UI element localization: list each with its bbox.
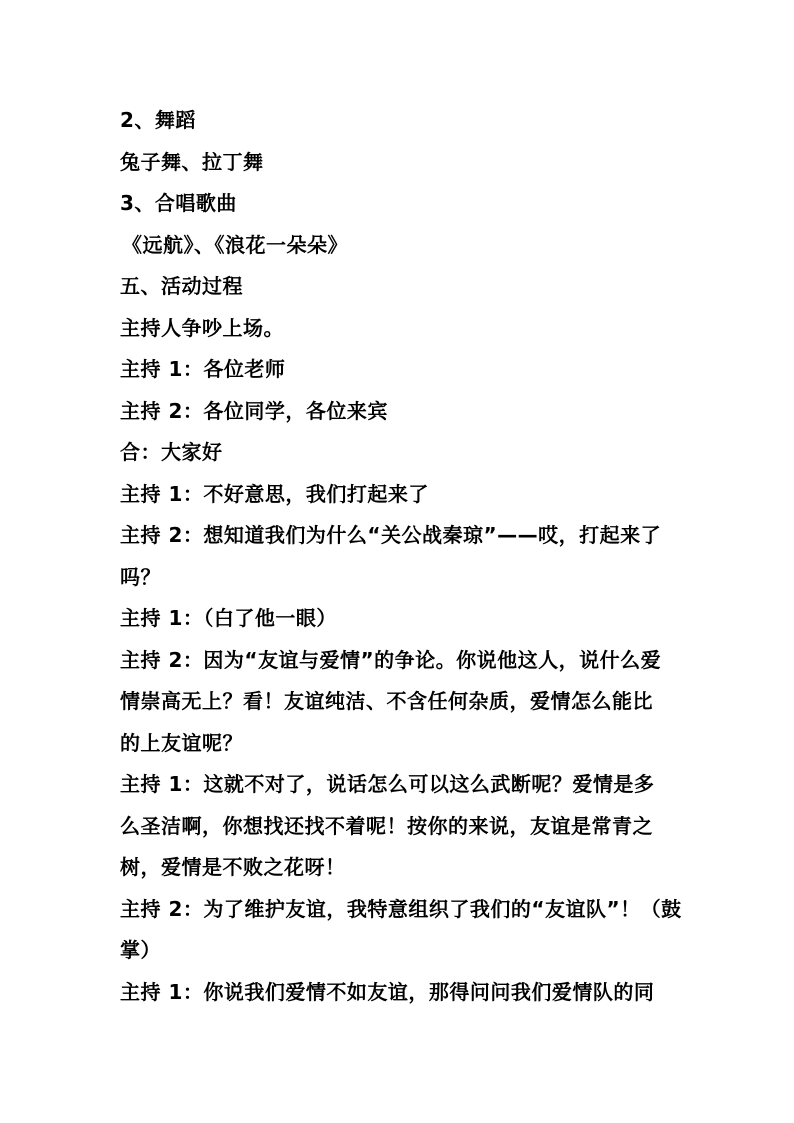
text-line: 吗？ <box>120 564 161 589</box>
text-line: 主持 2：各位同学，各位来宾 <box>120 398 388 423</box>
text-line: 的上友谊呢？ <box>120 730 243 755</box>
text-line: 主持 2：为了维护友谊，我特意组织了我们的“友谊队”！（鼓 <box>120 896 682 921</box>
text-line: 主持 2：想知道我们为什么“关公战秦琼”——哎，打起来了 <box>120 523 662 547</box>
text-line: 主持 1：各位老师 <box>120 357 286 381</box>
text-line: 主持 1：你说我们爱情不如友谊，那得问问我们爱情队的同 <box>120 979 655 1004</box>
text-line: 情崇高无上？看！友谊纯洁、不含任何杂质，爱情怎么能比 <box>120 689 653 713</box>
text-line: 掌） <box>120 938 161 962</box>
dance-list: 兔子舞、拉丁舞 <box>120 149 264 174</box>
text-line: 主持 1：这就不对了，说话怎么可以这么武断呢？爱情是多 <box>120 772 655 796</box>
text-line: 么圣洁啊，你想找还找不着呢！按你的来说，友谊是常青之 <box>120 813 653 838</box>
text-line: 主持 2：因为“友谊与爱情”的争论。你说他这人，说什么爱 <box>120 647 662 672</box>
section-heading-dance: 2、舞蹈 <box>120 108 196 132</box>
text-line: 主持人争吵上场。 <box>120 315 284 340</box>
text-line: 主持 1：（白了他一眼） <box>120 606 337 630</box>
song-list: 《远航》、《浪花一朵朵》 <box>122 232 348 257</box>
text-line: 主持 1：不好意思，我们打起来了 <box>120 481 429 506</box>
section-heading-chorus: 3、合唱歌曲 <box>120 191 237 215</box>
section-heading-process: 五、活动过程 <box>120 274 243 298</box>
text-line: 树，爱情是不败之花呀！ <box>120 855 346 879</box>
text-line: 合：大家好 <box>120 440 223 464</box>
document-body <box>120 100 680 1013</box>
